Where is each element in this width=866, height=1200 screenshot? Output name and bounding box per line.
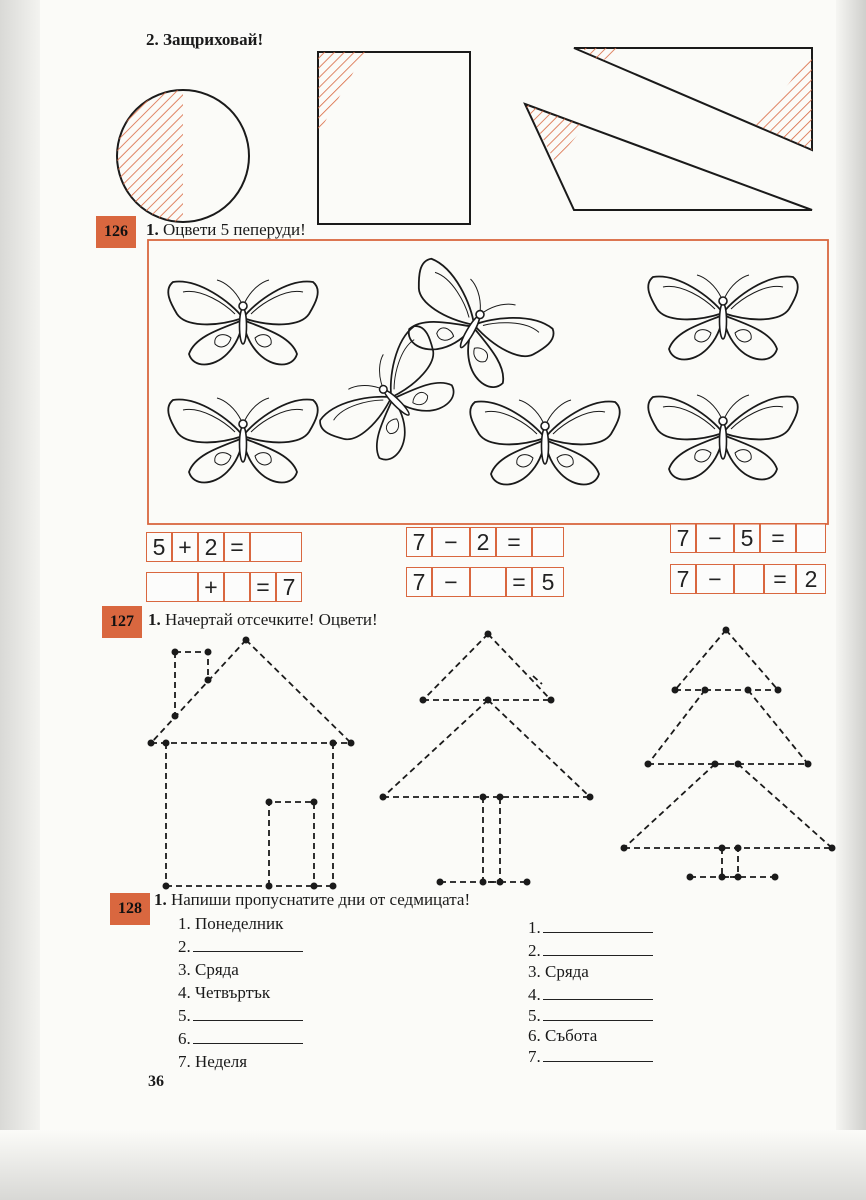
butterfly-frame xyxy=(148,240,828,524)
equation-cell: = xyxy=(496,527,532,557)
day-label: 1. xyxy=(528,918,541,937)
equation-cell: 5 xyxy=(734,523,760,553)
dashed-tree-one xyxy=(383,634,590,882)
equation-cell: − xyxy=(432,527,470,557)
equation-cell: = xyxy=(506,567,532,597)
answer-line[interactable] xyxy=(193,1042,303,1044)
day-label: 4. Четвъртък xyxy=(178,983,271,1002)
task-126-number: 1. xyxy=(146,220,159,239)
equation-cell: = xyxy=(250,572,276,602)
day-item xyxy=(528,1026,597,1046)
answer-cell[interactable] xyxy=(146,572,198,602)
day-label: 3. Сряда xyxy=(178,960,239,979)
answer-line[interactable] xyxy=(543,954,653,956)
day-blank[interactable] xyxy=(178,1029,303,1049)
equation-cell: + xyxy=(172,532,198,562)
day-blank[interactable] xyxy=(528,1047,653,1067)
day-label: 5. xyxy=(528,1006,541,1025)
task-128-number: 1. xyxy=(154,890,167,909)
day-item xyxy=(528,962,589,982)
task-126-text: Оцвети 5 пеперуди! xyxy=(163,220,306,239)
hatching-shapes xyxy=(117,48,812,224)
equation-cell: − xyxy=(696,523,734,553)
equation-cell: + xyxy=(198,572,224,602)
task-2-number: 2. xyxy=(146,30,159,49)
answer-line[interactable] xyxy=(543,1019,653,1021)
butterflies xyxy=(168,255,797,485)
day-label: 3. Сряда xyxy=(528,962,589,981)
day-label: 6. Събота xyxy=(528,1026,598,1045)
day-item xyxy=(178,983,270,1003)
equation-cell: − xyxy=(432,567,470,597)
task-128-heading xyxy=(154,890,470,910)
task-127-badge: 127 xyxy=(102,606,142,638)
answer-cell[interactable] xyxy=(224,572,250,602)
day-blank[interactable] xyxy=(528,941,653,961)
equation-cell: 7 xyxy=(406,527,432,557)
day-label: 5. xyxy=(178,1006,191,1025)
answer-cell[interactable] xyxy=(250,532,302,562)
equation-cell: = xyxy=(760,523,796,553)
task-127-number: 1. xyxy=(148,610,161,629)
equation-cell: 5 xyxy=(532,567,564,597)
day-item xyxy=(178,1052,247,1072)
day-item xyxy=(178,914,283,934)
equation-cell: 2 xyxy=(796,564,826,594)
day-blank[interactable] xyxy=(528,918,653,938)
day-blank[interactable] xyxy=(528,1006,653,1026)
answer-line[interactable] xyxy=(543,1060,653,1062)
day-item xyxy=(178,960,239,980)
day-label: 7. xyxy=(528,1047,541,1066)
equation-cell: − xyxy=(696,564,734,594)
task-127-heading xyxy=(148,610,378,630)
answer-line[interactable] xyxy=(543,998,653,1000)
equation-cell: = xyxy=(764,564,796,594)
equation-cell: 7 xyxy=(670,564,696,594)
equation-cell: 5 xyxy=(146,532,172,562)
answer-line[interactable] xyxy=(543,931,653,933)
day-blank[interactable] xyxy=(178,1006,303,1026)
answer-cell[interactable] xyxy=(532,527,564,557)
task-2-text: Защриховай! xyxy=(163,30,264,49)
task-126-heading xyxy=(146,220,306,240)
dashed-tree-two xyxy=(624,630,832,877)
day-blank[interactable] xyxy=(528,985,653,1005)
day-label: 2. xyxy=(528,941,541,960)
dot-points xyxy=(148,627,836,890)
answer-line[interactable] xyxy=(193,1019,303,1021)
day-label: 4. xyxy=(528,985,541,1004)
day-label: 7. Неделя xyxy=(178,1052,248,1071)
answer-cell[interactable] xyxy=(796,523,826,553)
answer-cell[interactable] xyxy=(470,567,506,597)
day-label: 6. xyxy=(178,1029,191,1048)
equation-cell: = xyxy=(224,532,250,562)
equation-cell: 2 xyxy=(198,532,224,562)
equation-cell: 7 xyxy=(670,523,696,553)
task-126-badge: 126 xyxy=(96,216,136,248)
answer-line[interactable] xyxy=(193,950,303,952)
dashed-house xyxy=(151,640,351,886)
task-127-text: Начертай отсечките! Оцвети! xyxy=(165,610,378,629)
answer-cell[interactable] xyxy=(734,564,764,594)
day-label: 1. Понеделник xyxy=(178,914,284,933)
day-blank[interactable] xyxy=(178,937,303,957)
page-number: 36 xyxy=(148,1073,164,1090)
equation-cell: 7 xyxy=(276,572,302,602)
task-128-badge: 128 xyxy=(110,893,150,925)
day-label: 2. xyxy=(178,937,191,956)
equation-cell: 2 xyxy=(470,527,496,557)
task-128-text: Напиши пропуснатите дни от седмицата! xyxy=(171,890,471,909)
task-2-heading xyxy=(146,30,263,50)
equation-cell: 7 xyxy=(406,567,432,597)
